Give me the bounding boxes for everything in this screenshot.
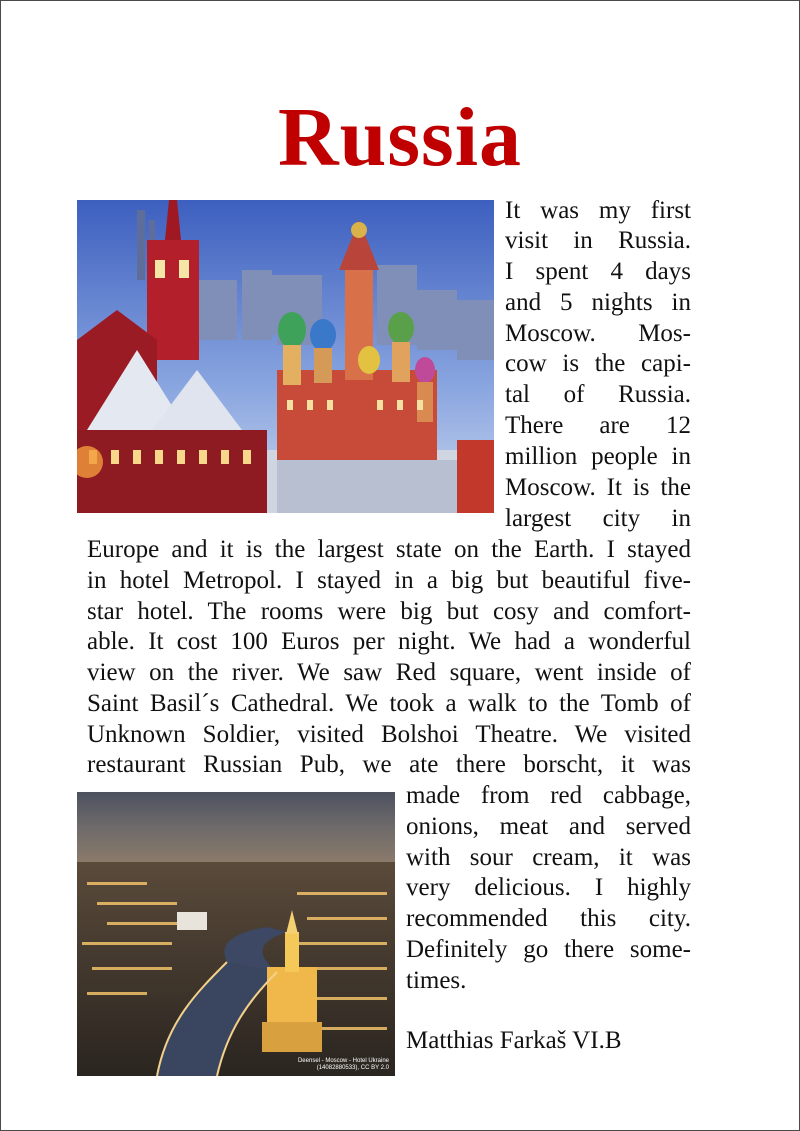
text-line: There are 12 xyxy=(505,412,691,439)
text-line: restaurant Russian Pub, we ate there borscht, it was xyxy=(87,751,691,778)
text-line: in hotel Metropol. I stayed in a big but beautiful five- xyxy=(87,567,691,594)
text-line: times. xyxy=(406,967,467,994)
text-line: cow is the capi- xyxy=(505,350,691,377)
text-line: star hotel. The rooms were big but cosy and comfort- xyxy=(87,598,691,625)
text-line: largest city in xyxy=(505,505,691,532)
text-line: made from red cabbage, xyxy=(406,782,691,809)
text-line: very delicious. I highly xyxy=(406,874,691,901)
red-square-photo xyxy=(77,200,494,513)
text-line: onions, meat and served xyxy=(406,813,691,840)
moscow-aerial-photo xyxy=(77,792,395,1076)
text-line: Europe and it is the largest state on the Earth. I stayed xyxy=(87,536,691,563)
text-line: and 5 nights in xyxy=(505,289,691,316)
text-line: Definitely go there some- xyxy=(406,936,691,963)
photo-credit-line: (14082880533), CC BY 2.0 xyxy=(316,1065,389,1071)
photo-credit-line: Deensel - Moscow - Hotel Ukraine xyxy=(297,1058,389,1064)
text-line: It was my first xyxy=(505,197,691,224)
text-line: able. It cost 100 Euros per night. We had a wonderful xyxy=(87,628,691,655)
text-line: visit in Russia. xyxy=(505,227,691,254)
photo-credit xyxy=(298,1058,389,1072)
page-title: Russia xyxy=(277,91,523,184)
text-line: I spent 4 days xyxy=(505,258,691,285)
text-line: view on the river. We saw Red square, went inside of xyxy=(87,659,691,686)
text-line: with sour cream, it was xyxy=(406,844,691,871)
text-line: Moscow. It is the xyxy=(505,474,691,501)
text-line: Moscow. Mos- xyxy=(505,320,691,347)
author-signature: Matthias Farkaš VI.B xyxy=(406,1027,622,1054)
text-line: million people in xyxy=(505,443,691,470)
text-line: tal of Russia. xyxy=(505,381,691,408)
text-line: Saint Basil´s Cathedral. We took a walk to the Tomb of xyxy=(87,690,691,717)
text-line: recommended this city. xyxy=(406,905,691,932)
text-line: Unknown Soldier, visited Bolshoi Theatre. We visited xyxy=(87,721,691,748)
